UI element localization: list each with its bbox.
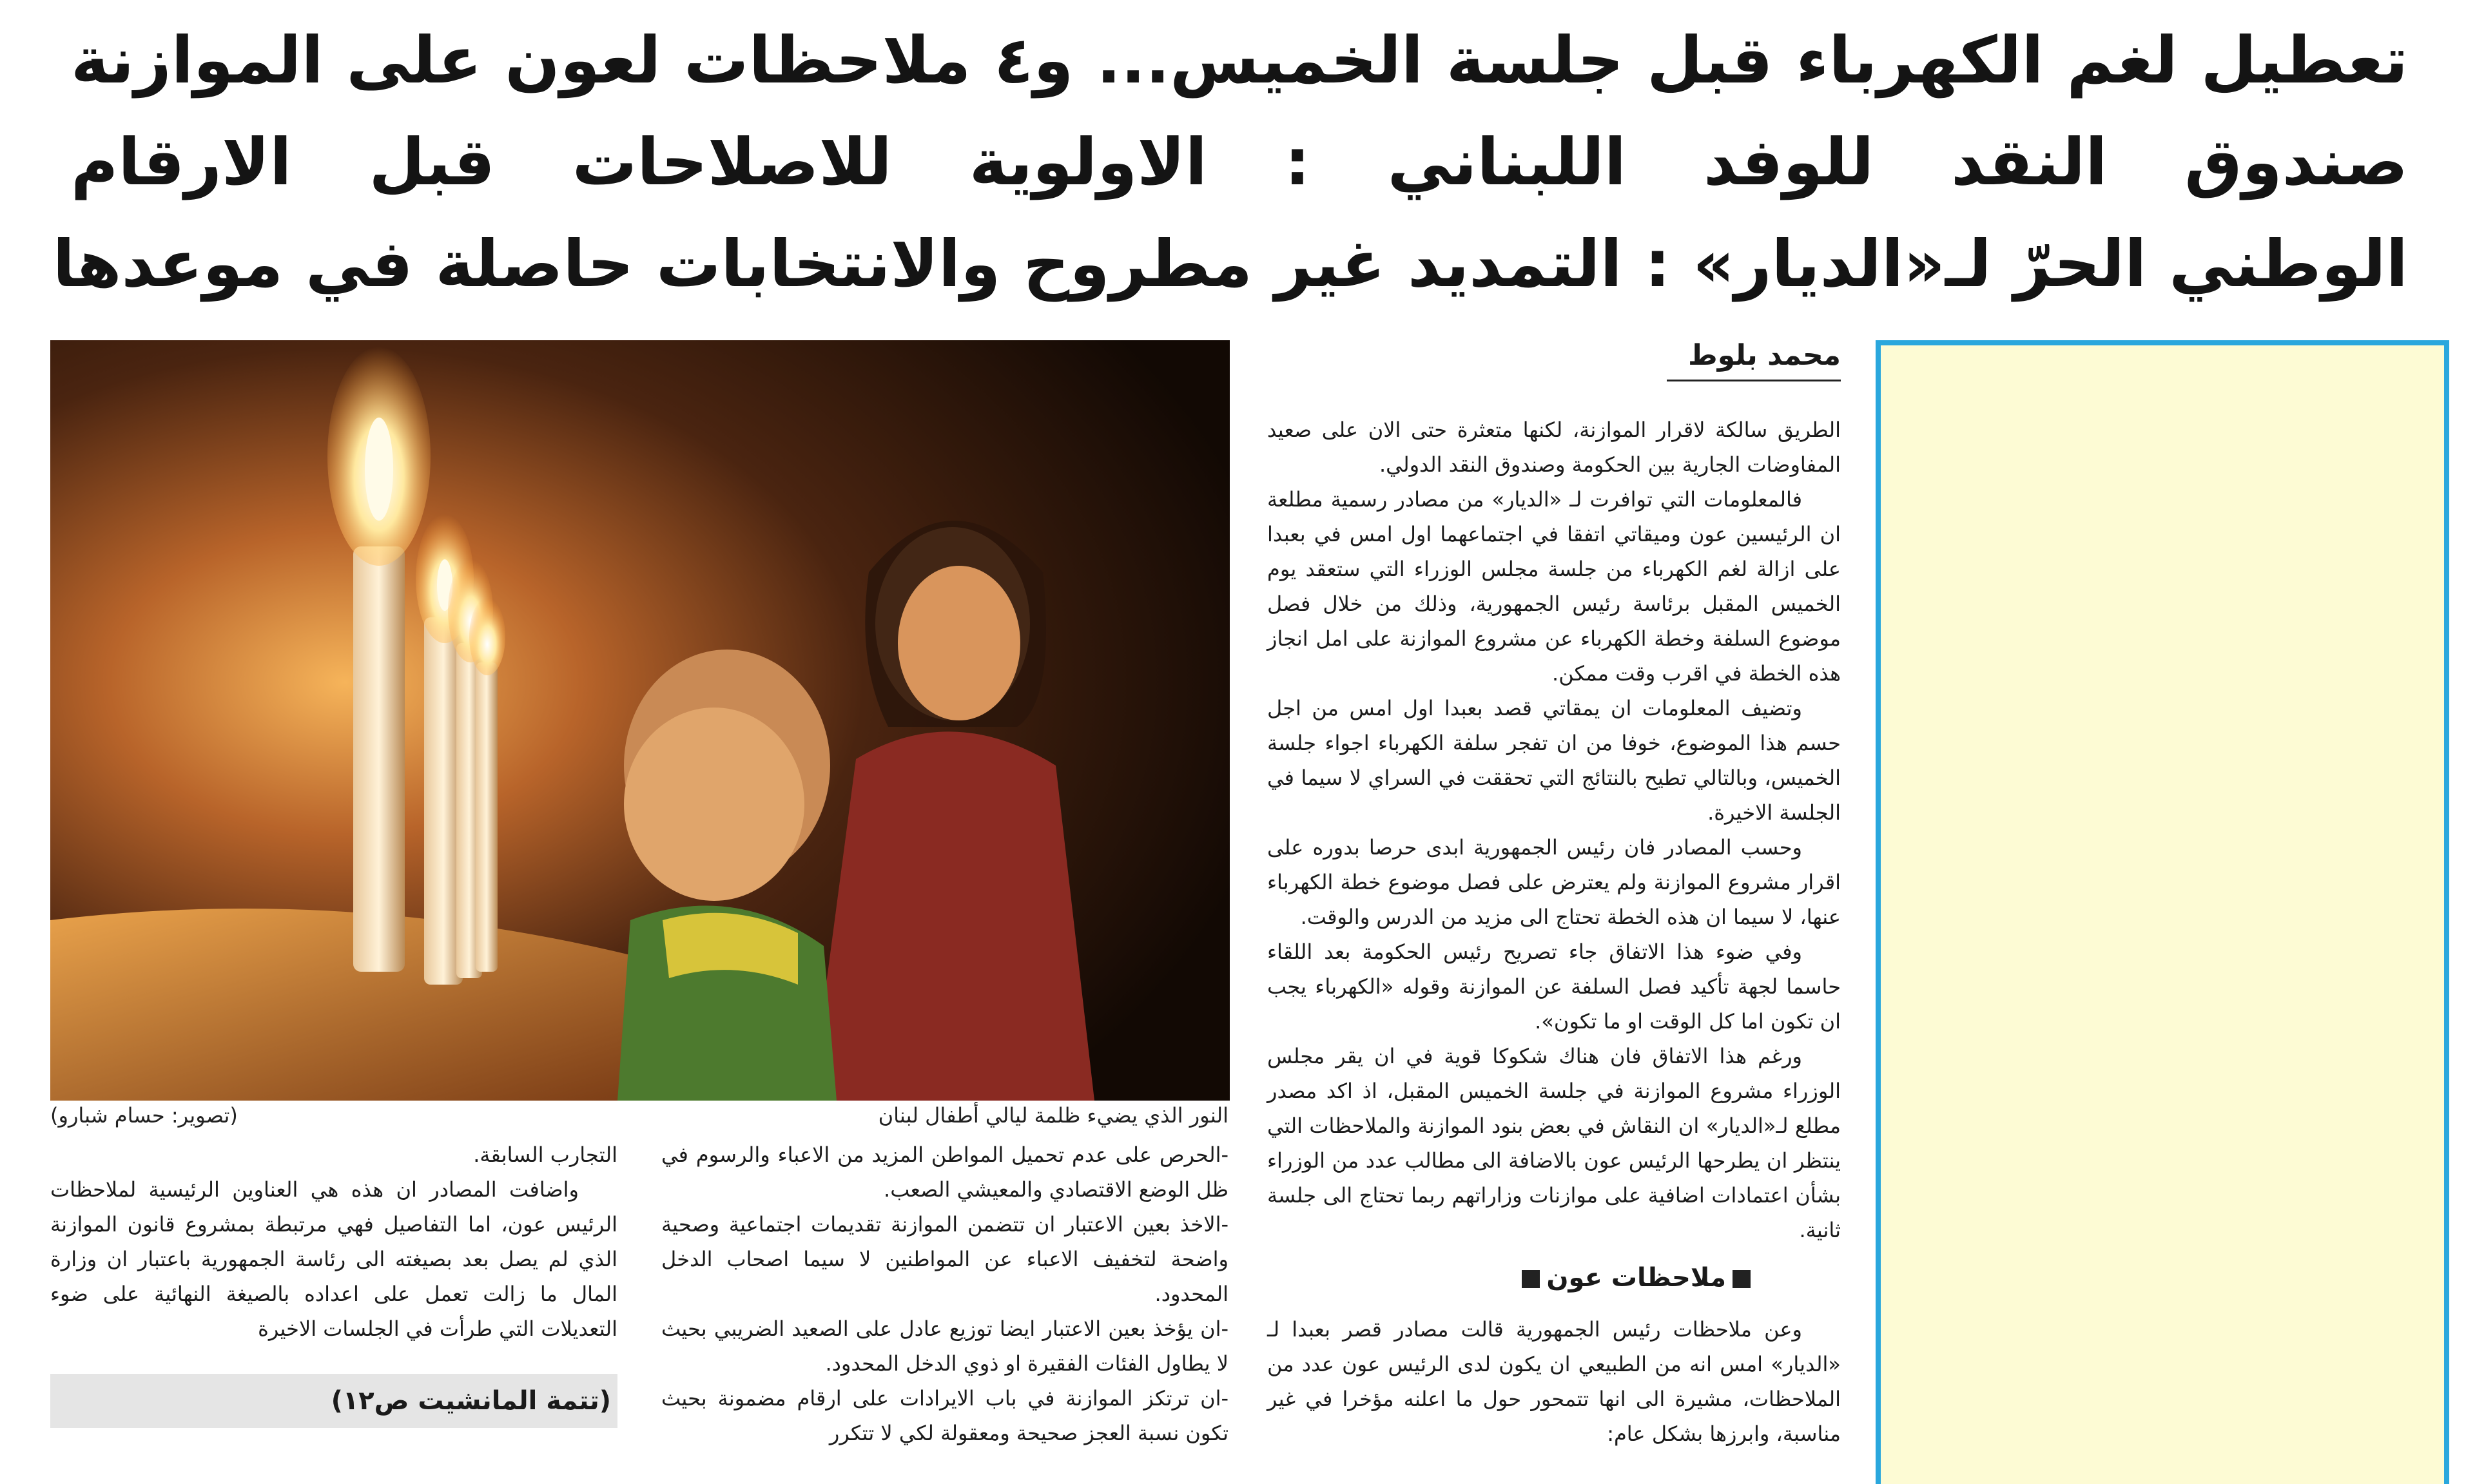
paragraph: وحسب المصادر فان رئيس الجمهورية ابدى حرصا بدوره على اقرار مشروع الموازنة ولم يعترض على فصل موضوع خطة الكهرباء عنها، لا سيما ان هذه الخطة تحتاج الى مزيد من الدرس والوقت.	[1267, 835, 1841, 929]
headline-line-3: الوطني الحرّ لـ«الديار» : التمديد غير مطروح والانتخابات حاصلة في موعدها	[52, 226, 2408, 302]
article-column-middle	[661, 1137, 1228, 1450]
paragraph: الطريق سالكة لاقرار الموازنة، لكنها متعثرة حتى الان على صعيد المفاوضات الجارية بين الحكومة وصندوق النقد الدولي.	[1267, 418, 1841, 477]
subhead-text: ملاحظات عون	[1546, 1263, 1726, 1293]
article-column-left	[50, 1137, 617, 1346]
list-item: -الحرص على عدم تحميل المواطن المزيد من الاعباء والرسوم في ظل الوضع الاقتصادي والمعيشي الصعب.	[661, 1142, 1228, 1202]
list-item: -الاخذ بعين الاعتبار ان تتضمن الموازنة تقديمات اجتماعية وصحية واضحة لتخفيف الاعباء عن المواطنين لا سيما اصحاب الدخل المحدود.	[661, 1212, 1228, 1306]
section-subhead	[1370, 1263, 1757, 1293]
paragraph: وفي ضوء هذا الاتفاق جاء تصريح رئيس الحكومة بعد اللقاء حاسما لجهة تأكيد فصل السلفة عن الموازنة وقوله «الكهرباء يجب ان تكون اما كل الوقت او ما تكون».	[1267, 940, 1841, 1034]
paragraph: ورغم هذا الاتفاق فان هناك شكوكا قوية في ان يقر مجلس الوزراء مشروع الموازنة في جلسة الخميس المقبل، اذ اكد مصدر مطلع لـ«الديار» ان النقاش في بعض بنود الموازنة والملاحظات التي ينتظر ان يطرحها الرئيس عون بالاضافة الى مطالب عدد من الوزراء بشأن اعتمادات اضافية على موازنات وزاراتهم ربما تحتاج الى جلسة ثانية.	[1267, 1044, 1841, 1242]
byline: محمد بلوط	[1667, 339, 1841, 381]
list-item: -ان ترتكز الموازنة في باب الايرادات على ارقام مضمونة بحيث تكون نسبة العجز صحيحة ومعقولة لكي لا تتكرر	[661, 1386, 1228, 1445]
paragraph: وتضيف المعلومات ان يمقاتي قصد بعبدا اول امس من اجل حسم هذا الموضوع، خوفا من ان تفجر سلفة الكهرباء اجواء جلسة الخميس، وبالتالي تطيح بالنتائج التي تحققت في السراي لا سيما في الجلسة الاخيرة.	[1267, 696, 1841, 825]
candlelight-children-photo	[50, 340, 1230, 1101]
paragraph: واضافت المصادر ان هذه هي العناوين الرئيسية لملاحظات الرئيس عون، اما التفاصيل فهي مرتبطة بمشروع قانون الموازنة الذي لم يصل بعد بصيغته الى رئاسة الجمهورية باعتبار ان وزارة المال ما زالت تعمل على اعداده بالصيغة النهائية على ضوء التعديلات التي طرأت في الجلسات الاخيرة	[50, 1177, 617, 1341]
square-bullet-icon	[1733, 1270, 1751, 1288]
article-column-right-continued	[1267, 1312, 1841, 1451]
photo-caption: النور الذي يضيء ظلمة ليالي أطفال لبنان	[878, 1103, 1228, 1128]
paragraph: وعن ملاحظات رئيس الجمهورية قالت مصادر قصر بعبدا لـ «الديار» امس انه من الطبيعي ان يكون لدى الرئيس عون عدد من الملاحظات، مشيرة الى انها تتمحور حول ما اعلنه مؤخرا في غير مناسبة، وابرزها بشكل عام:	[1267, 1317, 1841, 1446]
paragraph: فالمعلومات التي توافرت لـ «الديار» من مصادر رسمية مطلعة ان الرئيسين عون وميقاتي اتفقا في اجتماعهما اول امس في بعبدا على ازالة لغم الكهرباء من جلسة مجلس الوزراء التي ستعقد يوم الخميس المقبل برئاسة رئيس الجمهورية، وذلك من خلال فصل موضوع السلفة وخطة الكهرباء عن مشروع الموازنة على امل انجاز هذه الخطة في اقرب وقت ممكن.	[1267, 487, 1841, 686]
headline-line-2: صندوق النقد للوفد اللبناني : الاولوية للاصلاحات قبل الارقام	[71, 124, 2408, 200]
list-item: -ان يؤخذ بعين الاعتبار ايضا توزيع عادل على الصعيد الضريبي بحيث لا يطاول الفئات الفقيرة او ذوي الدخل المحدود.	[661, 1316, 1228, 1376]
article-column-right	[1267, 412, 1841, 1248]
advertisement-frame	[1876, 340, 2449, 1484]
photo-credit: (تصوير: حسام شبارو)	[50, 1103, 238, 1128]
continued-on-page-note[interactable]: (تتمة المانشيت ص١٢)	[50, 1374, 617, 1428]
headline-line-1: تعطيل لغم الكهرباء قبل جلسة الخميس... و٤ ملاحظات لعون على الموازنة	[71, 23, 2408, 98]
square-bullet-icon	[1522, 1270, 1540, 1288]
paragraph: التجارب السابقة.	[473, 1142, 617, 1167]
